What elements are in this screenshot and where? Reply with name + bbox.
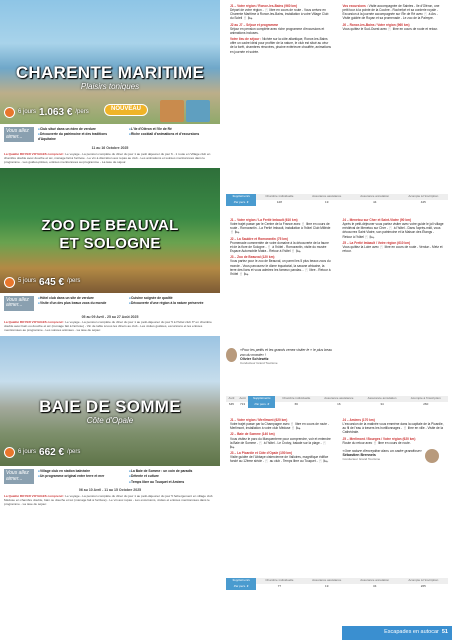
bullets-left: ● Hôtel club dans un site de verdure ● Visite d'un des plus beaux zoos du monde — [38, 296, 125, 311]
itinerary-col: J1 – Votre région / Ronce-les-Bains (960 km) Départ de votre région - 🍴 libre en cours de route - Vous arrivez en Charente Maritime à Ronce-les-Bains, installation à votre Village Club du Soleil 🍴 🛏. J2 au J7 – Séjour et programme Séjour en pension complète avec riche programme d'excursions et animations incluses. Votre lieu de séjour : Nichée sur la côte atlantique, Ronce-les-Bains offre un cadre idéal pour profiter de la nature, le club est situé au céur de la forêt, chambres rénovées, piscine extérieure chauffée, animations en journée et soirée. — [230, 4, 331, 54]
hero-somme — [0, 336, 220, 466]
highlights — [0, 124, 220, 145]
price-table: Avril Août Suppléments Chambre individuelle Assurance assistance Assurance annulation Acompte à l'inscription 645 713 Par pers. € 66 16 34 260 — [226, 394, 448, 408]
page-footer — [342, 626, 452, 640]
thumb-photo — [160, 100, 184, 122]
highlights — [0, 293, 220, 314]
itinerary-col: Vos excursions : Visite accompagnée de Saintes - Ile d'Oléron, une petit tour à la pointe de la Coubre - Rochefort et sa corderie royale - Excursion à la journée accompagnée sur l'Île de Ré avec 🍴 à Ars - Visite guidée de Royan et sa promenade - Le zoo de la Palmyre. J6 – Ronce-les-Bains / Votre région (960 km) Vous quittez le Sud-Ouest avec 🍴 libre en cours de route et retour. — [342, 4, 440, 31]
driver-quote: «Pour les petits et les grands venez visiter le « le plus beau zoo du monde» ! Olivier Schlewitz Conducteur Grand Tourisme — [222, 346, 337, 368]
price-table: Suppléments Chambre individuelle Assurance assistance Assurance annulation Acompte à l'inscription Par pers. € 77 19 34 265 — [226, 576, 448, 590]
footer-label: Escapades en autocar — [384, 629, 439, 636]
itinerary-col: J1 – Votre région / La Fertié Imbault (610 km) Votre trajet passe par le Centre de la France avec 🍴 libre en cours de route - Romorantin - La Fertié Imbault, installation à l'hôtel Club Milléde 🍴 🛏. J2 – La Sauldre et Romorantin (75 km) Promenade commentée de votre domaine à la découverte de la faune et de la flore de Sologne - 🍴 à l'hôtel - Romorantin, visite du musée Espace Automobile Matra - Retour à l'hôtel 🍴 🛏. J3 – Zoo de Beauval (120 km) Vous partez pour le zoo de Beauval, un parmi les 5 plus beaux zoos du monde - Vous parcourez le dôme équatorial, la savane africaine, la terre des lions et vous admirez les fameux pandas... 🍴 libre - Retour à l'hôtel 🍴 🛏. — [230, 218, 331, 276]
page-number: 51 — [441, 629, 448, 636]
vous-allez-aimer: Vous allez aimer... — [4, 469, 34, 484]
trip-charente — [0, 0, 220, 164]
bus-icon — [4, 277, 15, 288]
itinerary-col: J1 – Votre région / Merlimont (620 km) Votre trajet passe par la Champagne avec 🍴 libre en cours de route - Merlimont, installation à votre club Méduse 🍴 🛏. J2 – Baie de Somme (140 km) Vous visitez le parc du Marquenterre pour comprendre, voir et entendre la Baie de Somme - 🍴 à l'hôtel - Le Crotoy, balade sur la plage - 🍴 🛏. J3 – La Picardie et Côte d'Opale (150 km) Visite guidée de l'Abbaye cistercienne de Valloires, magnifique édifice fondé au 12ème siècle - 🍴 au club - Temps libre au Touquet - 🍴 🛏. — [230, 418, 331, 464]
left-column — [0, 0, 220, 640]
bullets-left: ● Village club en station balnéaire ● Un programme original entre terre et mer — [38, 469, 125, 484]
trip-title-2: ET SOLOGNE — [59, 234, 161, 252]
included-desc: La Qualité ROYER VOYAGES comprend : Le voyage - La pension complète du dîner du jour 1 au petit déjeuner du jour 6 - 1 route en Village club en chambre double avec douche et wc, ménage fait à l'arrivée - Le vin à discrétion aux repas au club - Les animations et soirées mentionnées dans le programme - Les guides-pilotes, entrées mentionnées au programme - La taxe de séjour. — [4, 151, 211, 164]
price-value: 645 € — [39, 276, 65, 288]
trip-title: CHARENTE MARITIME — [15, 63, 205, 82]
vous-allez-aimer: Vous allez aimer... — [4, 127, 34, 142]
hero-beauval — [0, 168, 220, 293]
included-desc: La Qualité ROYER VOYAGES comprend : Le voyage - La pension complète du dîner du jour 1 au petit-déjeuner du jour 5 à l'hôtel club 3* en chambre double avec bain ou douche et wc (ménage fait à l'arrivée) - Vin de table à tous les dîners au club - Les visites guidées, excursions et les entrées mentionnées au programme - Les soirées animées - La taxe de séjour. — [4, 320, 212, 333]
avatar — [425, 449, 439, 463]
price-tag: 6 jours 1.063 € /pers — [4, 106, 89, 119]
itinerary-charente — [222, 0, 452, 216]
trip-subtitle: Côte d'Opale — [86, 416, 134, 426]
trip-beauval — [0, 168, 220, 333]
hero-charente — [0, 0, 220, 124]
price-value: 662 € — [39, 447, 65, 459]
bullets-right: ● L'île d'Oléron et l'île de Ré ● Riche cocktail d'animations et d'excursions — [129, 127, 216, 142]
new-badge: NOUVEAU — [104, 104, 148, 116]
thumb-strip — [160, 100, 210, 122]
itinerary-col: J4 – Amiens (170 km) L'excursion de la matinée vous emmène dans la capitale de la Picardie, au fil de l'eau à travers les hortillonnages - 🍴 libre en ville - Visite de la Cathédrale. J5 – Merlimont / Bourges / Votre région (620 km) Route du retour avec 🍴 libre en cours de route. «Une nature d'exception dans un cadre grandiose» Sébastien Brenneis Conducteur Grand Tourisme — [339, 416, 449, 468]
bullets-right: ● La Baie de Somme : un coin de paradis ● Détente et culture ● Temps libre au Touquet et Amiens — [129, 469, 216, 484]
avatar — [226, 348, 237, 362]
trip-subtitle: Plaisirs toniques — [80, 82, 140, 91]
bullets-right: ● Cuisine soignée de qualité ● Découverte d'une région à la nature préservée — [129, 296, 216, 311]
price-tag: 5 jours 645 € /pers — [4, 276, 80, 289]
trip-somme — [0, 336, 220, 506]
itinerary-col: J4 – Menetou sur Cher et Saint-Viatre (90 km) Après le petit-déjeuner vous partez visiter avec votre guide le joli village médiéval de Menetou sur Cher - 🍴 à l'hôtel - Dans l'après-midi, vous découvrez Saint Viatre, son patrimoine et la Maison des Étangs - Retour à l'hôtel 🍴 🛏. J5 – La Fertié Imbault / Votre région (610 km) Vous quittez la Loire avec 🍴 libre en cours de route - Verdun - Metz et retour. — [342, 218, 444, 254]
trip-date: 11 au 16 Octobre 2025 — [91, 146, 129, 150]
trip-date: 05 au 09 Avril - 25 au 27 Août 2025 — [81, 314, 139, 319]
price-table: Suppléments Chambre individuelle Assurance assistance Assurance annulation Acompte à l'inscription Par pers. € 128 19 44 425 — [226, 192, 448, 206]
bus-icon — [4, 447, 15, 458]
included-desc: La Qualité ROYER VOYAGES comprend : Le voyage - La pension complète du dîner du jour 1 au petit-déjeuner du jour 5 hébergement en village club Méduse en chambre double, bain ou douche et wc (ménage fait à l'arrivée) - Le vin aux repas - Les excursions, visites et entrées mentionnées dans le programme - La taxe de séjour. — [4, 493, 213, 506]
itinerary-beauval — [222, 216, 452, 416]
vous-allez-aimer: Vous allez aimer... — [4, 296, 34, 311]
trip-title: BAIE DE SOMME — [39, 397, 181, 417]
bullets-left: ● Club situé dans un éden de verdure ● Découverte du patrimoine et des traditions d'Aquitaine — [38, 127, 125, 142]
trip-date: 06 au 10 Avril - 11 au 15 Octobre 2025 — [78, 488, 142, 493]
highlights — [0, 466, 220, 487]
trip-title: ZOO DE BEAUVAL — [41, 216, 179, 234]
bus-icon — [4, 107, 15, 118]
right-column — [222, 0, 452, 640]
price-value: 1.063 € — [39, 107, 73, 118]
thumb-photo — [186, 100, 210, 122]
itinerary-somme — [222, 416, 452, 616]
driver-quote: «Une nature d'exception dans un cadre grandiose» Sébastien Brenneis Conducteur Grand Tourisme — [343, 447, 445, 465]
price-tag: 6 jours 662 € /pers — [4, 446, 80, 459]
